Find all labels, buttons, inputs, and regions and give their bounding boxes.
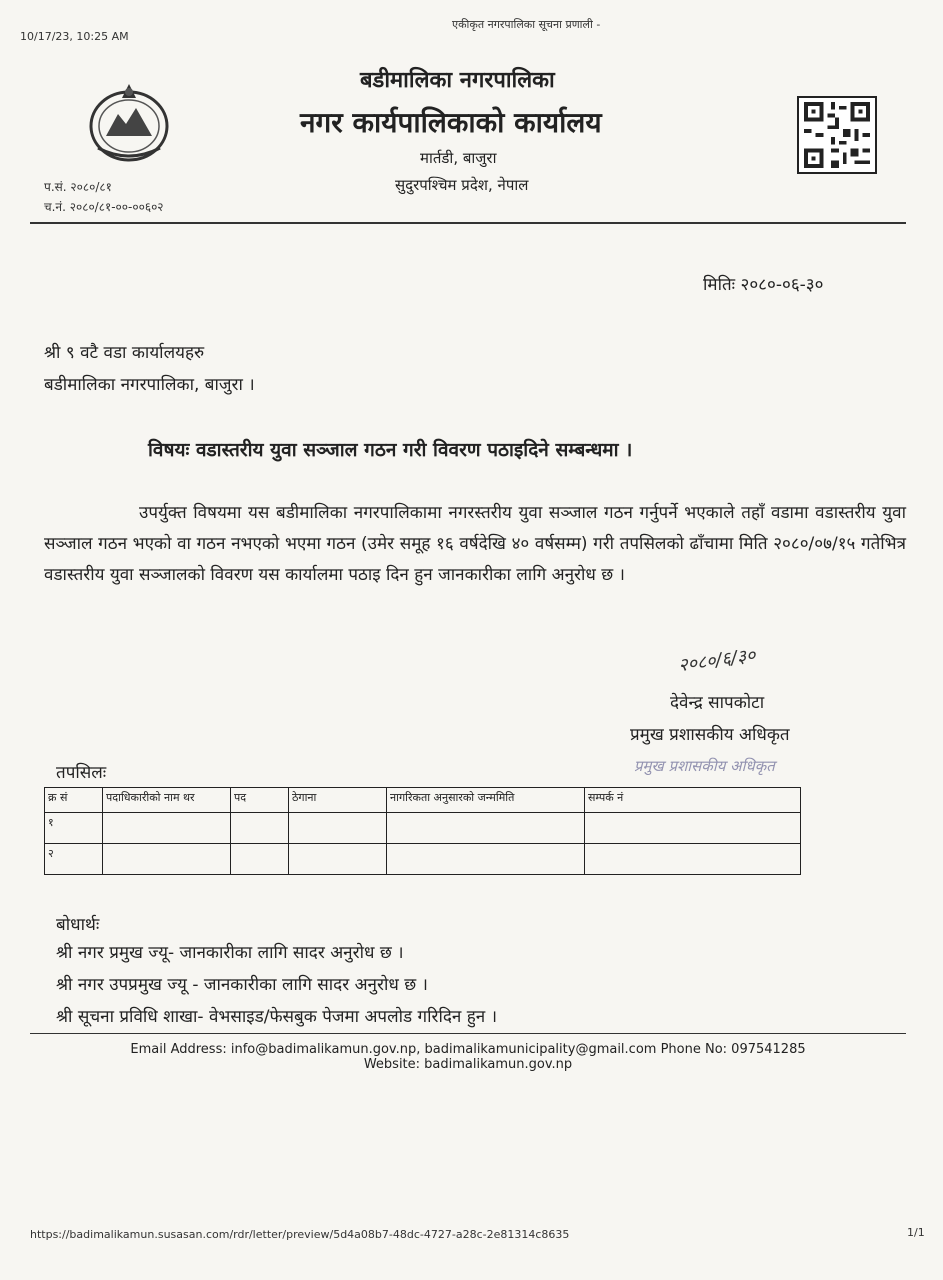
- table-cell: १: [45, 813, 103, 844]
- letter-subject: विषयः वडास्तरीय युवा सञ्जाल गठन गरी विवरण पठाइदिने सम्बन्धमा ।: [148, 439, 633, 461]
- reference-patra-number: प.सं. २०८०/८१: [44, 180, 112, 194]
- table-cell: २: [45, 844, 103, 875]
- qr-code-icon: [797, 96, 877, 174]
- bodharth-item: श्री सूचना प्रविधि शाखा- वेभसाइड/फेसबुक पेजमा अपलोड गरिदिन हुन ।: [56, 1007, 498, 1027]
- recipient-line1: श्री ९ वटै वडा कार्यालयहरु: [44, 343, 205, 363]
- letterhead-line2: नगर कार्यपालिकाको कार्यालय: [300, 106, 602, 139]
- official-stamp: प्रमुख प्रशासकीय अधिकृत: [634, 757, 775, 775]
- nepal-emblem-icon: [78, 78, 180, 166]
- print-url: https://badimalikamun.susasan.com/rdr/letter/preview/5d4a08b7-48dc-4727-a28c-2e81314c8635: [30, 1228, 570, 1241]
- table-row: [45, 844, 801, 875]
- footer-contact: Email Address: info@badimalikamun.gov.np, badimalikamunicipality@gmail.com Phone No: 097541285: [130, 1042, 806, 1057]
- letter-date: मितिः २०८०-०६-३०: [703, 275, 824, 295]
- print-page-count: 1/1: [907, 1226, 925, 1239]
- print-timestamp: 10/17/23, 10:25 AM: [20, 30, 129, 43]
- tapsil-label: तपसिलः: [56, 763, 107, 783]
- table-cell: [231, 813, 289, 844]
- table-cell: [289, 844, 387, 875]
- signatory-designation: प्रमुख प्रशासकीय अधिकृत: [630, 725, 790, 745]
- table-header-cell: क्र सं: [45, 788, 103, 813]
- letter-body: उपर्युक्त विषयमा यस बडीमालिका नगरपालिकामा नगरस्तरीय युवा सञ्जाल गठन गर्नुपर्ने भएकाले तहाँ वडामा वडास्तरीय युवा सञ्जाल गठन भएको वा गठन नभएको भएमा गठन (उमेर समूह १६ वर्षदेखि ४० वर्षसम्म) गरी तपसिलको ढाँचामा मिति २०८०/०७/१५ गतेभित्र वडास्तरीय युवा सञ्जालको विवरण यस कार्यालमा पठाइ दिन हुन जानकारीका लागि अनुरोध छ ।: [44, 503, 906, 585]
- table-cell: [585, 813, 801, 844]
- letterhead-line4: सुदुरपश्चिम प्रदेश, नेपाल: [395, 176, 529, 194]
- table-cell: [103, 813, 231, 844]
- letterhead-line3: मार्तडी, बाजुरा: [420, 149, 497, 167]
- signatory-name: देवेन्द्र सापकोटा: [670, 693, 765, 713]
- bodharth-label: बोधार्थः: [56, 915, 100, 935]
- table-header-cell: ठेगाना: [289, 788, 387, 813]
- print-page-title: एकीकृत नगरपालिका सूचना प्रणाली -: [452, 18, 601, 31]
- table-cell: [585, 844, 801, 875]
- tapsil-table: [44, 787, 801, 875]
- reference-chalani-number: च.नं. २०८०/८१-००-००६०२: [44, 200, 164, 214]
- table-header-cell: पद: [231, 788, 289, 813]
- table-cell: [103, 844, 231, 875]
- bodharth-item: श्री नगर प्रमुख ज्यू- जानकारीका लागि सादर अनुरोध छ ।: [56, 943, 404, 963]
- bodharth-item: श्री नगर उपप्रमुख ज्यू - जानकारीका लागि सादर अनुरोध छ ।: [56, 975, 428, 995]
- table-cell: [387, 844, 585, 875]
- table-cell: [387, 813, 585, 844]
- footer-website: Website: badimalikamun.gov.np: [363, 1057, 573, 1072]
- table-row: [45, 813, 801, 844]
- letterhead-line1: बडीमालिका नगरपालिका: [360, 68, 555, 93]
- recipient-line2: बडीमालिका नगरपालिका, बाजुरा ।: [44, 375, 255, 395]
- handwritten-signature: २०८०/६/३०: [676, 644, 757, 677]
- table-cell: [231, 844, 289, 875]
- table-cell: [289, 813, 387, 844]
- table-header-cell: नागरिकता अनुसारको जन्ममिति: [387, 788, 585, 813]
- table-header-cell: सम्पर्क नं: [585, 788, 801, 813]
- table-header-row: [45, 788, 801, 813]
- footer-divider: [30, 1033, 906, 1034]
- letterhead-divider: [30, 222, 906, 224]
- table-header-cell: पदाधिकारीको नाम थर: [103, 788, 231, 813]
